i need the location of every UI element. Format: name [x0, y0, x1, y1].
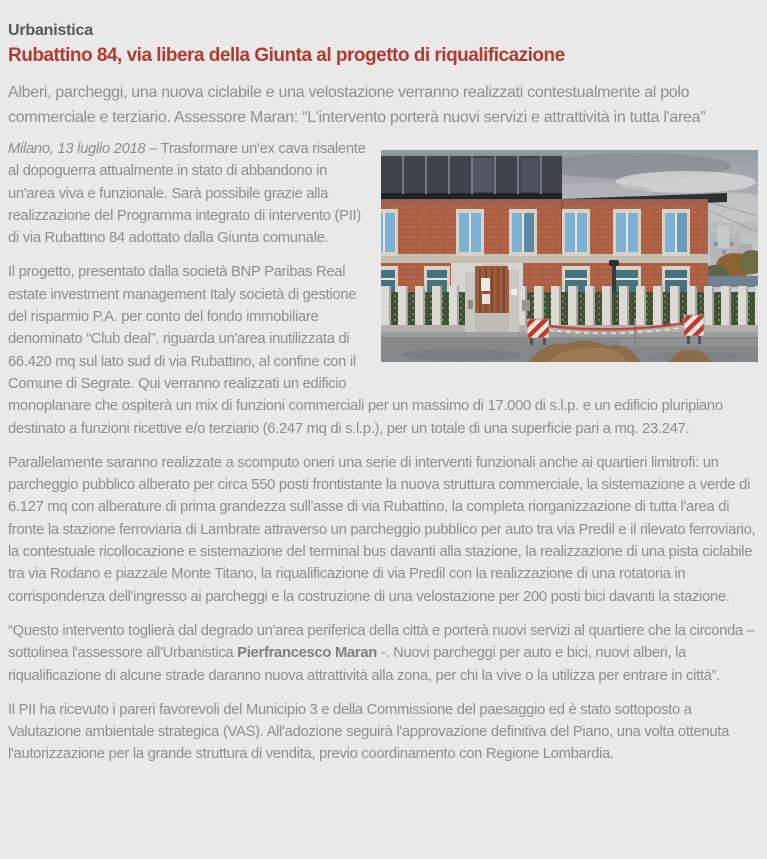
dateline: Milano, 13 luglio 2018	[8, 141, 146, 157]
paragraph-1-text: – Trasformare un'ex cava risalente al dopoguerra attualmente in stato di abbandono in un'area viva e funzionale. Sarà possibile grazie alla realizzazione del Programma integrato di intervento (PII) di via Rubattino 84 adottato dalla Giunta comunale.	[8, 141, 366, 247]
article-photo	[381, 150, 758, 362]
paragraph-5: Il PII ha ricevuto i pareri favorevoli del Municipio 3 e della Commissione del paesaggio ed è stato sottoposto a Valutazione ambientale strategica (VAS). All'adozione seguirà l'approvazione definitiva del Piano, una volta ottenuta l'autorizzazione per la grande struttura di vendita, previo coordinamento con Regione Lombardia.	[8, 701, 730, 763]
street-view-photo	[381, 150, 758, 362]
assessor-name: Pierfrancesco Maran	[237, 645, 378, 662]
article-body	[8, 138, 758, 766]
paragraph-3: Parallelamente saranno realizzate a scomputo oneri una serie di interventi funzionali anche ai quartieri limitrofi: un parcheggio pubblico alberato per circa 550 posti frontistante la nuova struttura commerciale, la sistemazione a verde di 6.127 mq con alberature di prima grandezza sull'asse di via Rubattino, la completa riorganizzazione di tutta l'area di fronte la stazione ferroviaria di Lambrate attraverso un parcheggio pubblico per auto tra via Predil e il rilevato ferroviario, la contestuale ricollocazione e sistemazione del terminal bus davanti alla stazione, la realizzazione di una pista ciclabile tra via Rodano e piazzale Monte Titano, la riqualificazione di via Predil con la realizzazione di una rotatoria in corrispondenza dell'ingresso ai parcheggi e la costruzione di una velostazione per 200 posti bici davanti la stazione.	[8, 454, 756, 605]
category-label: Urbanistica	[8, 22, 93, 39]
quote-before: “Questo intervento toglierà dal degrado un'area periferica della città e porterà nuovi servizi al quartiere che la circonda – sottolinea l'assessore all'Urbanistica	[8, 622, 755, 662]
quote-after: -. Nuovi parcheggi per auto e bici, nuovi alberi, la riqualificazione di alcune strade daranno nuova attrattività alla zona, per chi la vive o la utilizza per entrare in città”.	[8, 645, 721, 684]
article-subtitle: Alberi, parcheggi, una nuova ciclabile e una velostazione verranno realizzati contestualmente al polo commerciale e terziario. Assessore Maran: “L'intervento porterà nuovi servizi e attrattività in tutta l'area”	[8, 84, 706, 126]
article-title: Rubattino 84, via libera della Giunta al progetto di riqualificazione	[8, 45, 565, 66]
paragraph-4	[8, 620, 758, 687]
paragraph-2: Il progetto, presentato dalla società BNP Paribas Real estate investment management Italy società di gestione del risparmio P.A. per conto del fondo immobiliare denominato “Club deal”, riguarda un'area inutilizzata di 66.420 mq sul lato sud di via Rubattino, al confine con il Comune di Segrate. Qui verranno realizzati un edificio monoplanare che ospiterà un mix di funzioni commerciali per un massimo di 17.000 di s.l.p. e un edificio pluripiano destinato a funzioni ricettive e/o terziario (6.247 mq di s.l.p.), per un totale di una superficie pari a mq. 23.247.	[8, 264, 723, 437]
